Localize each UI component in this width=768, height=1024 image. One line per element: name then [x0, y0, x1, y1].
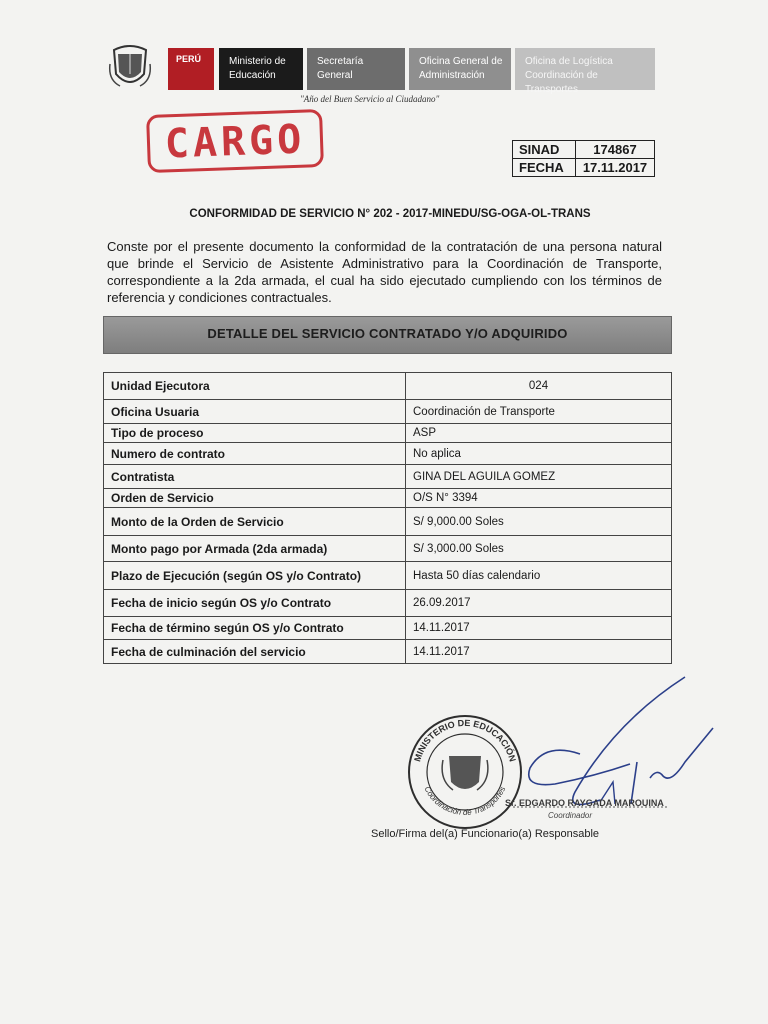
coat-of-arms-icon — [108, 44, 152, 92]
row-value: 024 — [406, 373, 672, 400]
document-body: Conste por el presente documento la conformidad de la contratación de una persona natural que brinde el Servicio de Asistente Administrativo para la Coordinación de Transporte, correspondiente a la 2da armada, el cual ha sido ejecutado cumpliendo con los términos de referencia y condiciones contractuales. — [107, 239, 662, 305]
row-label: Contratista — [104, 465, 406, 489]
row-label: Monto pago por Armada (2da armada) — [104, 536, 406, 562]
fecha-label: FECHA — [513, 159, 576, 177]
row-label: Fecha de término según OS y/o Contrato — [104, 617, 406, 640]
cargo-stamp-text: CARGO — [164, 116, 306, 168]
row-label: Fecha de culminación del servicio — [104, 640, 406, 664]
service-detail-table — [103, 372, 672, 664]
cargo-stamp — [146, 109, 324, 173]
row-label: Oficina Usuaria — [104, 400, 406, 424]
row-label: Unidad Ejecutora — [104, 373, 406, 400]
signature-area — [395, 672, 715, 832]
table-row — [104, 373, 672, 400]
row-label: Plazo de Ejecución (según OS y/o Contrato) — [104, 562, 406, 590]
row-value: S/ 3,000.00 Soles — [406, 536, 672, 562]
row-value: Hasta 50 días calendario — [406, 562, 672, 590]
fecha-value: 17.11.2017 — [576, 159, 655, 177]
signer-name: Sr. EDGARDO RAYGADA MAROUINA — [505, 798, 664, 808]
signer-role: Coordinador — [548, 811, 593, 820]
header-peru-label: PERÚ — [168, 48, 214, 90]
row-value: 26.09.2017 — [406, 590, 672, 617]
table-row — [104, 617, 672, 640]
official-seal — [409, 716, 521, 828]
row-label: Tipo de proceso — [104, 424, 406, 443]
row-value: S/ 9,000.00 Soles — [406, 508, 672, 536]
table-row — [104, 590, 672, 617]
section-title: DETALLE DEL SERVICIO CONTRATADO Y/O ADQUIRIDO — [207, 326, 568, 341]
seal-top-text: MINISTERIO DE EDUCACIÓN — [412, 717, 518, 763]
row-value: 14.11.2017 — [406, 640, 672, 664]
row-label: Monto de la Orden de Servicio — [104, 508, 406, 536]
table-row — [104, 562, 672, 590]
sinad-box — [512, 140, 655, 177]
header-ministerio: Ministerio de Educación — [219, 48, 303, 90]
table-row — [104, 640, 672, 664]
header-oficina-general: Oficina General de Administración — [409, 48, 511, 90]
row-label: Orden de Servicio — [104, 489, 406, 508]
table-row — [104, 489, 672, 508]
signature-caption: Sello/Firma del(a) Funcionario(a) Responsable — [371, 828, 600, 840]
row-label: Fecha de inicio según OS y/o Contrato — [104, 590, 406, 617]
sinad-label: SINAD — [513, 141, 576, 159]
row-value: No aplica — [406, 443, 672, 465]
row-label: Numero de contrato — [104, 443, 406, 465]
row-value: GINA DEL AGUILA GOMEZ — [406, 465, 672, 489]
row-value: Coordinación de Transporte — [406, 400, 672, 424]
row-value: ASP — [406, 424, 672, 443]
table-row — [104, 536, 672, 562]
year-motto: "Año del Buen Servicio al Ciudadano" — [300, 94, 440, 104]
header-secretaria: Secretaría General — [307, 48, 405, 90]
row-value: 14.11.2017 — [406, 617, 672, 640]
document-title: CONFORMIDAD DE SERVICIO N° 202 - 2017-MINEDU/SG-OGA-OL-TRANS — [189, 208, 591, 220]
table-row — [104, 443, 672, 465]
header-oficina-logistica: Oficina de Logística Coordinación de Transportes — [515, 48, 655, 90]
sinad-value: 174867 — [576, 141, 655, 159]
table-row — [104, 400, 672, 424]
section-header — [103, 316, 672, 354]
table-row — [104, 424, 672, 443]
seal-bottom-text: Coordinación de Transportes — [422, 784, 508, 817]
handwritten-signature — [529, 677, 713, 805]
table-row — [104, 465, 672, 489]
table-row — [104, 508, 672, 536]
row-value: O/S N° 3394 — [406, 489, 672, 508]
